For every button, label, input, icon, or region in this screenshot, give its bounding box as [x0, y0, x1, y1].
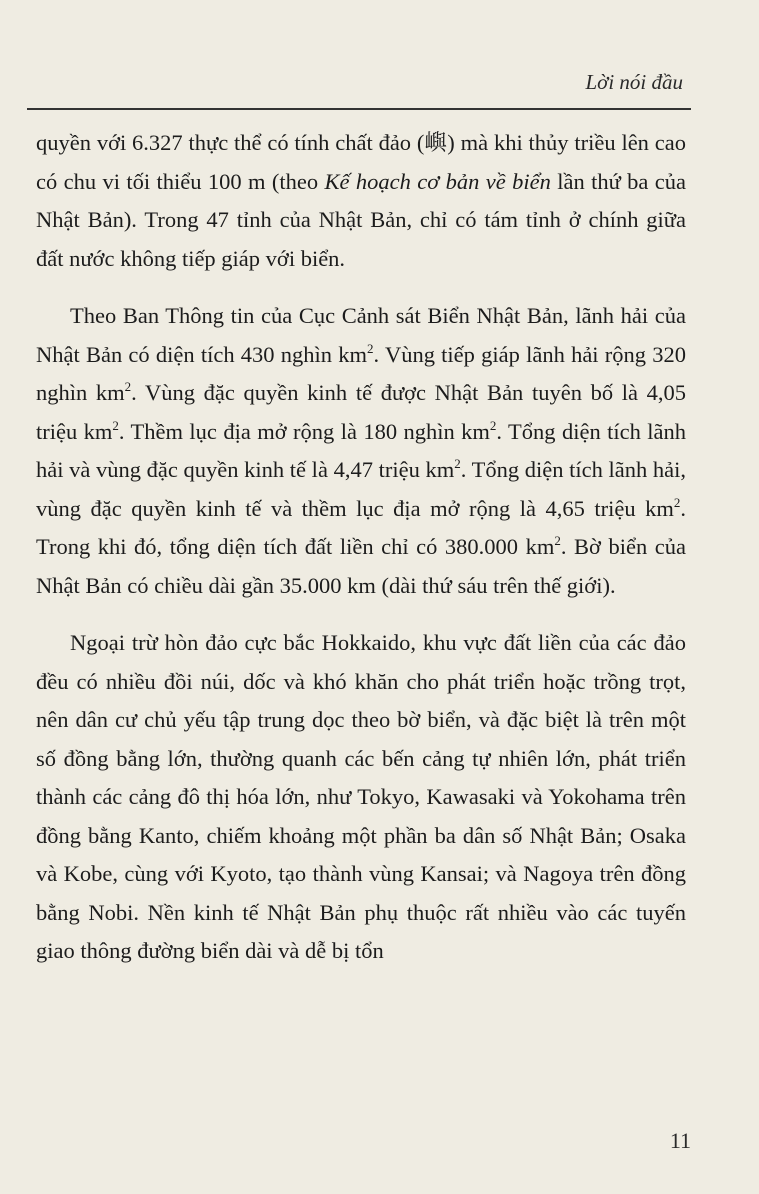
superscript: 2 [489, 417, 497, 433]
text-run: Ngoại trừ hòn đảo cực bắc Hokkaido, khu vực đất liền của các đảo đều có nhiều đồi núi, dốc và khó khăn cho phát triển hoặc trồng trọt, nên dân cư chủ yếu tập trung dọc theo bờ biển, và đặc biệt là trên một số đồng bằng lớn, thường quanh các bến cảng tự nhiên lớn, phát triển thành các cảng đô thị hóa lớn, như Tokyo, Kawasaki và Yokohama trên đồng bằng Kanto, chiếm khoảng một phần ba dân số Nhật Bản; Osaka và Kobe, cùng với Kyoto, tạo thành vùng Kansai; và Nagoya trên đồng bằng Nobi. Nền kinh tế Nhật Bản phụ thuộc rất nhiều vào các tuyến giao thông đường biển dài và dễ bị tổn [36, 630, 686, 963]
running-header-title: Lời nói đầu [585, 70, 683, 94]
text-run: . Vùng tiếp giáp lãnh hải rộng 320 nghìn km [36, 341, 686, 405]
text-run: . Trong khi đó, tổng diện tích đất liền chỉ có 380.000 km [36, 495, 686, 559]
text-run: . Vùng đặc quyền kinh tế được Nhật Bản tuyên bố là 4,05 triệu km [36, 380, 686, 444]
text-run: . Bờ biển của Nhật Bản có chiều dài gần 35.000 km (dài thứ sáu trên thế giới). [36, 534, 686, 598]
header-rule [27, 108, 691, 110]
superscript: 2 [554, 533, 561, 548]
body-text [36, 124, 686, 971]
superscript: 2 [367, 340, 374, 356]
paragraph-1 [36, 124, 686, 278]
superscript: 2 [454, 456, 461, 471]
italic-title: Kế hoạch cơ bản về biển [324, 168, 551, 194]
text-run: . Tổng diện tích lãnh hải và vùng đặc quyền kinh tế là 4,47 triệu km [36, 418, 686, 482]
text-run: Theo Ban Thông tin của Cục Cảnh sát Biển Nhật Bản, lãnh hải của Nhật Bản có diện tích 430 nghìn km [36, 303, 686, 367]
superscript: 2 [673, 494, 681, 510]
paragraph-3 [36, 624, 686, 971]
paragraph-2 [36, 297, 686, 605]
text-run: lần thứ ba của Nhật Bản). Trong 47 tỉnh của Nhật Bản, chỉ có tám tỉnh ở chính giữa đất nước không tiếp giáp với biển. [36, 168, 686, 271]
superscript: 2 [124, 379, 132, 394]
text-run: quyền với 6.327 thực thể có tính chất đảo (嶼) mà khi thủy triều lên cao có chu vi tối thiểu 100 m (theo [36, 130, 686, 194]
text-run: . Tổng diện tích lãnh hải, vùng đặc quyền kinh tế và thềm lục địa mở rộng là 4,65 triệu km [36, 457, 686, 521]
page-number: 11 [669, 1128, 691, 1153]
text-run: . Thềm lục địa mở rộng là 180 nghìn km [118, 418, 490, 444]
superscript: 2 [112, 417, 119, 433]
